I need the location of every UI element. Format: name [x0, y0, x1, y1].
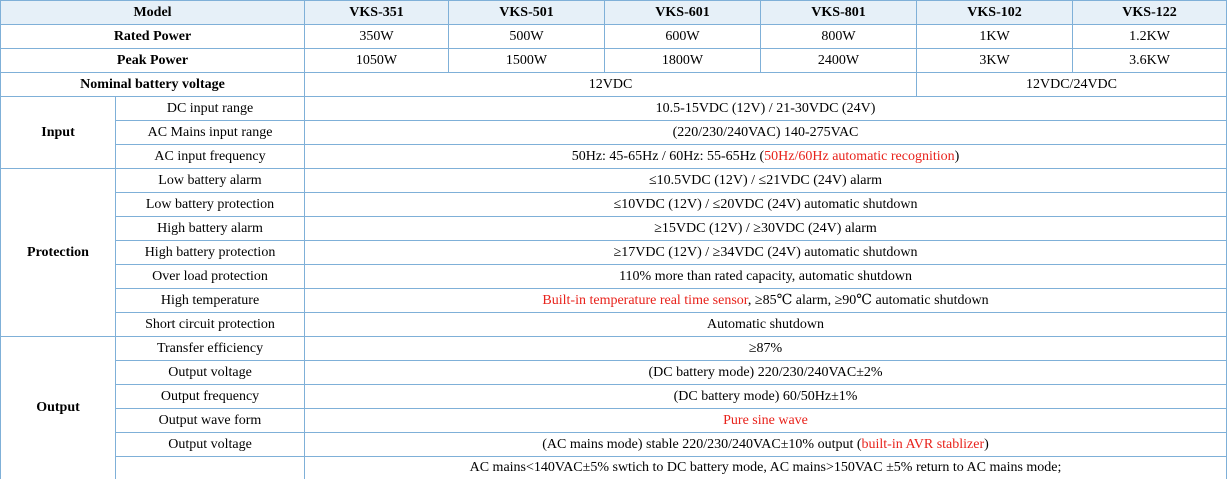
spec-value [305, 145, 1227, 169]
spec-label: Output frequency [116, 385, 305, 409]
spec-label: Low battery alarm [116, 169, 305, 193]
spec-row [1, 217, 1227, 241]
nominal-voltage-label: Nominal battery voltage [1, 73, 305, 97]
peak-power-row [1, 49, 1227, 73]
spec-label: Short circuit protection [116, 313, 305, 337]
value-cell: 3KW [917, 49, 1073, 73]
highlight-text: Built-in temperature real time sensor [542, 292, 748, 308]
peak-power-label: Peak Power [1, 49, 305, 73]
model-cell: VKS-801 [761, 1, 917, 25]
spec-label: Output voltage [116, 361, 305, 385]
spec-value [305, 433, 1227, 457]
spec-value: (DC battery mode) 220/230/240VAC±2% [305, 361, 1227, 385]
value-cell: 500W [449, 25, 605, 49]
spec-label: AC input frequency [116, 145, 305, 169]
spec-row [1, 241, 1227, 265]
value-cell: 1.2KW [1073, 25, 1227, 49]
spec-label: AC Mains input range [116, 121, 305, 145]
spec-row [1, 433, 1227, 457]
spec-row [1, 97, 1227, 121]
spec-value: ≤10.5VDC (12V) / ≤21VDC (24V) alarm [305, 169, 1227, 193]
spec-text: ) [984, 436, 989, 452]
model-cell: VKS-102 [917, 1, 1073, 25]
spec-value: 110% more than rated capacity, automatic shutdown [305, 265, 1227, 289]
value-cell: 350W [305, 25, 449, 49]
model-header: Model [1, 1, 305, 25]
spec-text: 50Hz: 45-65Hz / 60Hz: 55-65Hz ( [571, 148, 765, 164]
spec-row [1, 457, 1227, 480]
value-cell: 1500W [449, 49, 605, 73]
spec-value: Automatic shutdown [305, 313, 1227, 337]
spec-value: ≥17VDC (12V) / ≥34VDC (24V) automatic shutdown [305, 241, 1227, 265]
value-cell: 12VDC [305, 73, 917, 97]
value-cell: 3.6KW [1073, 49, 1227, 73]
header-row [1, 1, 1227, 25]
spec-label: Output wave form [116, 409, 305, 433]
spec-text: , ≥85℃ alarm, ≥90℃ automatic shutdown [747, 292, 989, 308]
model-cell: VKS-501 [449, 1, 605, 25]
spec-label: Over load protection [116, 265, 305, 289]
highlight-text: built-in AVR stablizer [861, 436, 985, 452]
spec-value: AC mains<140VAC±5% swtich to DC battery mode, AC mains>150VAC ±5% return to AC mains mode; [305, 457, 1227, 480]
spec-value: ≤10VDC (12V) / ≤20VDC (24V) automatic shutdown [305, 193, 1227, 217]
spec-text: ) [954, 148, 960, 164]
spec-value: (220/230/240VAC) 140-275VAC [305, 121, 1227, 145]
spec-value: ≥87% [305, 337, 1227, 361]
model-cell: VKS-122 [1073, 1, 1227, 25]
value-cell: 1KW [917, 25, 1073, 49]
spec-row [1, 313, 1227, 337]
spec-label: High battery alarm [116, 217, 305, 241]
value-cell: 600W [605, 25, 761, 49]
value-cell: 1800W [605, 49, 761, 73]
spec-label: DC input range [116, 97, 305, 121]
spec-row [1, 337, 1227, 361]
spec-row [1, 121, 1227, 145]
value-cell: 1050W [305, 49, 449, 73]
spec-label [116, 457, 305, 480]
output-group-label: Output [1, 337, 116, 480]
value-cell: 800W [761, 25, 917, 49]
value-cell: 2400W [761, 49, 917, 73]
model-cell: VKS-351 [305, 1, 449, 25]
spec-row [1, 289, 1227, 313]
spec-row [1, 409, 1227, 433]
spec-label: Transfer efficiency [116, 337, 305, 361]
highlight-text: 50Hz/60Hz automatic recognition [764, 148, 955, 164]
spec-row [1, 193, 1227, 217]
spec-row [1, 265, 1227, 289]
spec-value: Pure sine wave [305, 409, 1227, 433]
model-cell: VKS-601 [605, 1, 761, 25]
value-cell: 12VDC/24VDC [917, 73, 1227, 97]
spec-value: 10.5-15VDC (12V) / 21-30VDC (24V) [305, 97, 1227, 121]
spec-row [1, 361, 1227, 385]
spec-row [1, 385, 1227, 409]
spec-row [1, 145, 1227, 169]
spec-row [1, 169, 1227, 193]
spec-label: Low battery protection [116, 193, 305, 217]
spec-value: (DC battery mode) 60/50Hz±1% [305, 385, 1227, 409]
rated-power-label: Rated Power [1, 25, 305, 49]
spec-value [305, 289, 1227, 313]
spec-label: High battery protection [116, 241, 305, 265]
input-group-label: Input [1, 97, 116, 169]
protection-group-label: Protection [1, 169, 116, 337]
rated-power-row [1, 25, 1227, 49]
spec-label: Output voltage [116, 433, 305, 457]
nominal-voltage-row [1, 73, 1227, 97]
spec-label: High temperature [116, 289, 305, 313]
spec-value: ≥15VDC (12V) / ≥30VDC (24V) alarm [305, 217, 1227, 241]
spec-text: (AC mains mode) stable 220/230/240VAC±10% output ( [542, 436, 862, 452]
